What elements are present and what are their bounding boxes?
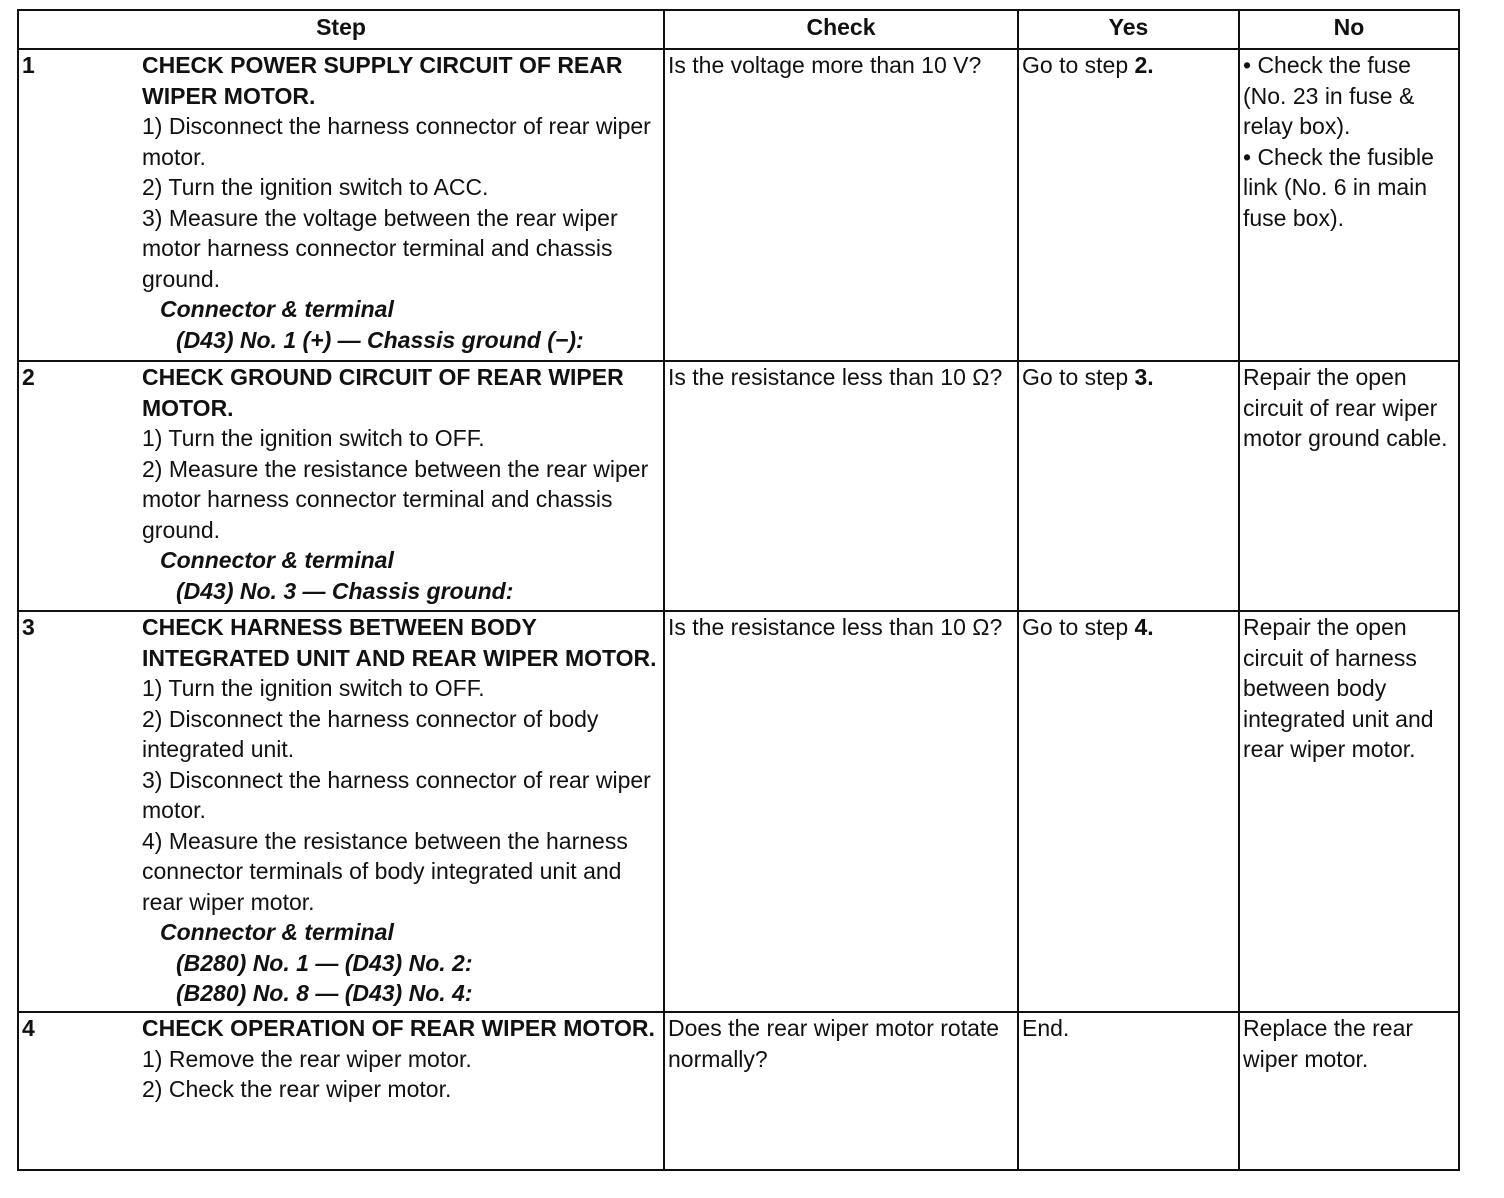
connector-terminal: (D43) No. 3 — Chassis ground: — [176, 577, 514, 604]
yes-step-ref: 3. — [1134, 364, 1154, 390]
step-instruction: 3) Measure the voltage between the rear wiper motor harness connector terminal and chassis ground. — [142, 204, 618, 292]
yes-step-ref: 2. — [1134, 52, 1154, 78]
step-title: CHECK POWER SUPPLY CIRCUIT OF REAR WIPER MOTOR. — [142, 52, 623, 109]
yes-text: Go to step — [1022, 364, 1135, 390]
step-instruction: 1) Disconnect the harness connector of rear wiper motor. — [142, 113, 651, 170]
check-cell: Does the rear wiper motor rotate normally? — [664, 1012, 1018, 1170]
yes-cell — [1018, 49, 1239, 361]
header-step: Step — [18, 10, 664, 49]
table-row — [18, 1012, 1459, 1170]
yes-step-ref: End. — [1022, 1015, 1070, 1041]
step-cell — [18, 611, 664, 1012]
connector-terminal: (D43) No. 1 (+) — Chassis ground (−): — [176, 326, 584, 353]
step-instruction: 1) Remove the rear wiper motor. — [142, 1045, 472, 1072]
step-number: 2 — [22, 364, 35, 390]
check-cell: Is the resistance less than 10 Ω? — [664, 361, 1018, 611]
yes-cell — [1018, 1012, 1239, 1170]
header-check: Check — [664, 10, 1018, 49]
yes-step-ref: 4. — [1134, 614, 1154, 640]
connector-heading: Connector & terminal — [160, 296, 394, 322]
table-row — [18, 361, 1459, 611]
step-cell — [18, 1012, 664, 1170]
yes-cell — [1018, 611, 1239, 1012]
no-item: • Check the fusible link (No. 6 in main fuse box). — [1243, 143, 1434, 231]
header-yes: Yes — [1018, 10, 1239, 49]
step-title: CHECK HARNESS BETWEEN BODY INTEGRATED UNIT AND REAR WIPER MOTOR. — [142, 614, 657, 671]
no-cell — [1239, 361, 1459, 611]
step-cell — [18, 361, 664, 611]
header-row — [18, 10, 1459, 49]
yes-cell — [1018, 361, 1239, 611]
no-item: Repair the open circuit of rear wiper motor ground cable. — [1243, 364, 1448, 451]
connector-terminal: (B280) No. 8 — (D43) No. 4: — [176, 980, 473, 1006]
no-item: Repair the open circuit of harness between body integrated unit and rear wiper motor. — [1243, 614, 1434, 762]
step-instruction: 3) Disconnect the harness connector of rear wiper motor. — [142, 766, 651, 823]
step-instruction: 1) Turn the ignition switch to OFF. — [142, 675, 485, 701]
connector-heading: Connector & terminal — [160, 547, 394, 573]
connector-terminal: (B280) No. 1 — (D43) No. 2: — [176, 949, 473, 976]
yes-text: Go to step — [1022, 614, 1135, 640]
table-row — [18, 49, 1459, 361]
step-instruction: 2) Check the rear wiper motor. — [142, 1076, 452, 1102]
diagnostic-table — [17, 9, 1460, 1171]
step-instruction: 2) Disconnect the harness connector of body integrated unit. — [142, 705, 599, 762]
connector-heading: Connector & terminal — [160, 919, 394, 945]
step-title: CHECK OPERATION OF REAR WIPER MOTOR. — [142, 1015, 655, 1041]
no-item: Replace the rear wiper motor. — [1243, 1015, 1414, 1072]
check-cell: Is the resistance less than 10 Ω? — [664, 611, 1018, 1012]
step-instruction: 4) Measure the resistance between the harness connector terminals of body integrated unit and rear wiper motor. — [142, 827, 628, 915]
step-instruction: 1) Turn the ignition switch to OFF. — [142, 425, 485, 451]
yes-text: Go to step — [1022, 52, 1135, 78]
no-item: • Check the fuse (No. 23 in fuse & relay box). — [1243, 52, 1415, 139]
header-no: No — [1239, 10, 1459, 49]
step-cell — [18, 49, 664, 361]
no-cell — [1239, 611, 1459, 1012]
step-number: 3 — [22, 614, 35, 640]
no-cell — [1239, 1012, 1459, 1170]
step-instruction: 2) Turn the ignition switch to ACC. — [142, 174, 489, 200]
step-number: 1 — [22, 52, 35, 78]
check-cell: Is the voltage more than 10 V? — [664, 49, 1018, 361]
step-instruction: 2) Measure the resistance between the rear wiper motor harness connector terminal and chassis ground. — [142, 455, 649, 543]
table-row — [18, 611, 1459, 1012]
step-title: CHECK GROUND CIRCUIT OF REAR WIPER MOTOR. — [142, 364, 624, 421]
no-cell — [1239, 49, 1459, 361]
step-number: 4 — [22, 1015, 35, 1041]
